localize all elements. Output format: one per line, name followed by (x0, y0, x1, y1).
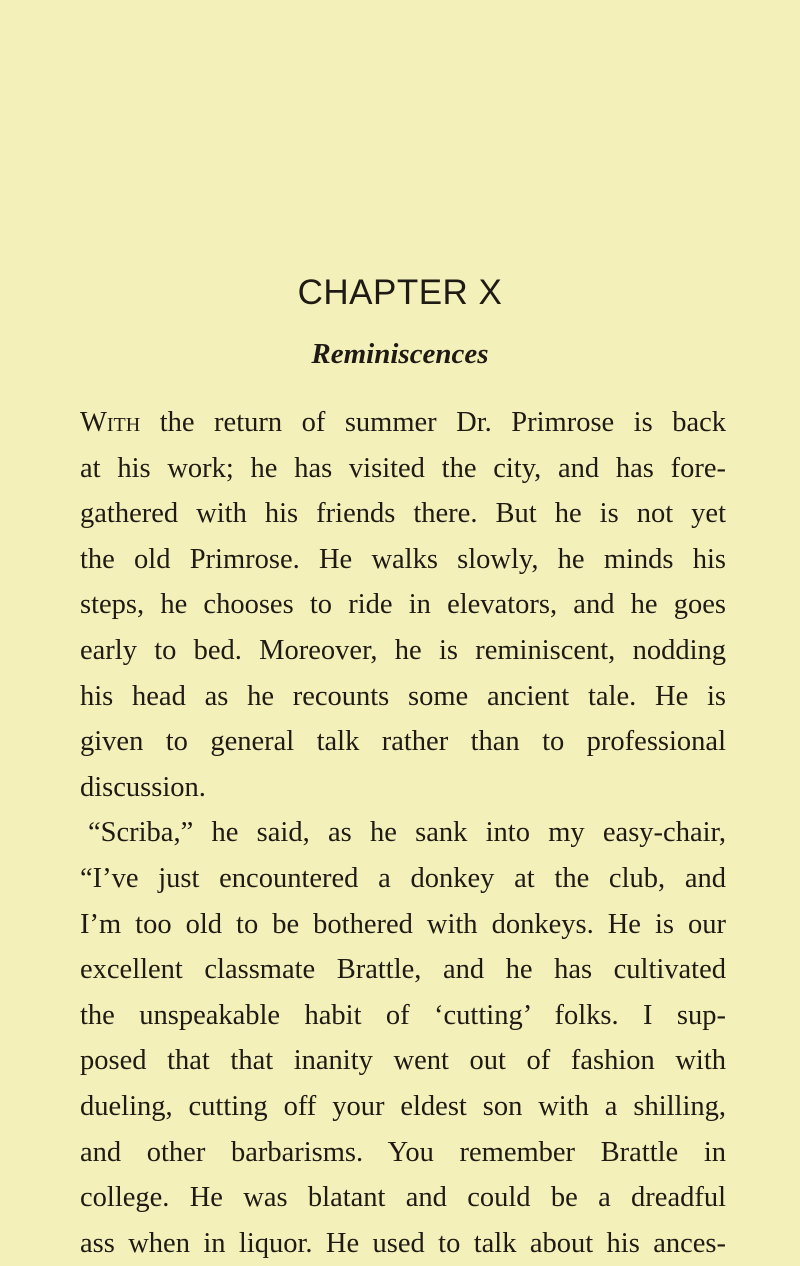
text-line: gathered with his friends there. But he is not yet (80, 498, 726, 530)
text-line: and other barbarisms. You remember Brattle in (80, 1136, 726, 1168)
text-line: given to general talk rather than to professional (80, 726, 726, 758)
body-text (80, 400, 726, 1266)
text-line: the old Primrose. He walks slowly, he minds his (80, 543, 726, 575)
text-line (80, 400, 726, 446)
text-line: dueling, cutting off your eldest son with a shilling, (80, 1090, 726, 1122)
text-line: early to bed. Moreover, he is reminiscent, nodding (80, 634, 726, 666)
text-line: “I’ve just encountered a donkey at the club, and (80, 862, 726, 894)
text-line: discussion. (80, 771, 206, 803)
text-line: his head as he recounts some ancient tale. He is (80, 680, 726, 712)
text-line: at his work; he has visited the city, and has fore- (80, 452, 726, 484)
chapter-subtitle: Reminiscences (311, 338, 489, 370)
text-line: the unspeakable habit of ‘cutting’ folks. I sup- (80, 999, 726, 1031)
text-line: college. He was blatant and could be a dreadful (80, 1182, 726, 1214)
text-line: excellent classmate Brattle, and he has cultivated (80, 954, 726, 986)
chapter-title: CHAPTER X (297, 273, 503, 312)
text-line-content: the return of summer Dr. Primrose is back (140, 407, 726, 438)
opening-small-caps: With (80, 407, 141, 438)
text-line: “Scriba,” he said, as he sank into my easy-chair, (88, 817, 726, 849)
text-line: steps, he chooses to ride in elevators, and he goes (80, 589, 726, 621)
text-line: posed that that inanity went out of fashion with (80, 1045, 726, 1077)
text-line: ass when in liquor. He used to talk about his ances- (80, 1227, 726, 1259)
text-line: I’m too old to be bothered with donkeys. He is our (80, 908, 726, 940)
